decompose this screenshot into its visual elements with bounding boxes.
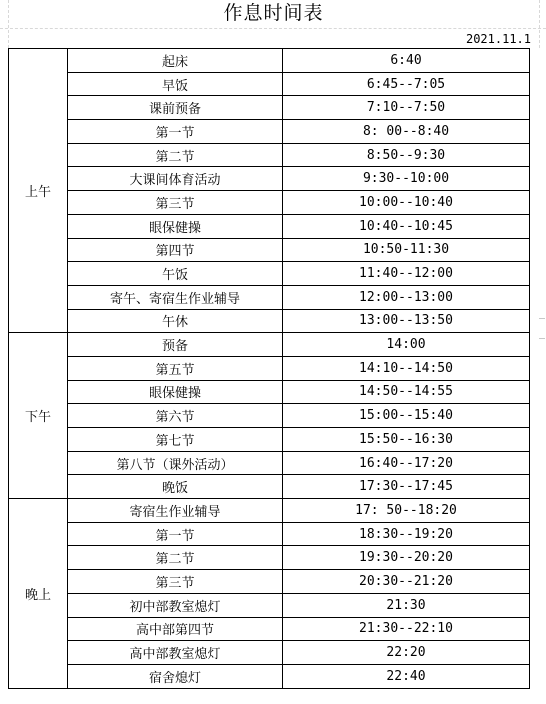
activity-cell[interactable]: 寄宿生作业辅导 (68, 499, 283, 523)
time-cell[interactable]: 14:50--14:55 (283, 380, 530, 404)
table-row (9, 238, 530, 262)
table-row (9, 499, 530, 523)
time-cell[interactable]: 10:00--10:40 (283, 191, 530, 215)
activity-cell[interactable]: 第七节 (68, 428, 283, 452)
time-cell[interactable]: 19:30--20:20 (283, 546, 530, 570)
activity-cell[interactable]: 高中部教室熄灯 (68, 641, 283, 665)
activity-cell[interactable]: 第四节 (68, 238, 283, 262)
time-cell[interactable]: 20:30--21:20 (283, 570, 530, 594)
activity-cell[interactable]: 晚饭 (68, 475, 283, 499)
table-row (9, 617, 530, 641)
time-cell[interactable]: 15:00--15:40 (283, 404, 530, 428)
activity-cell[interactable]: 眼保健操 (68, 214, 283, 238)
time-cell[interactable]: 17:30--17:45 (283, 475, 530, 499)
table-row (9, 546, 530, 570)
time-cell[interactable]: 8:50--9:30 (283, 143, 530, 167)
gridline (0, 28, 546, 29)
table-row (9, 191, 530, 215)
time-cell[interactable]: 21:30 (283, 593, 530, 617)
time-cell[interactable]: 22:20 (283, 641, 530, 665)
activity-cell[interactable]: 宿舍熄灯 (68, 664, 283, 688)
time-cell[interactable]: 9:30--10:00 (283, 167, 530, 191)
activity-cell[interactable]: 第三节 (68, 191, 283, 215)
time-cell[interactable]: 16:40--17:20 (283, 451, 530, 475)
table-row (9, 72, 530, 96)
time-cell[interactable]: 11:40--12:00 (283, 262, 530, 286)
activity-cell[interactable]: 第二节 (68, 546, 283, 570)
table-row (9, 475, 530, 499)
table-row (9, 285, 530, 309)
table-row (9, 262, 530, 286)
table-row (9, 309, 530, 333)
table-row (9, 522, 530, 546)
period-cell[interactable]: 晚上 (9, 499, 68, 689)
activity-cell[interactable]: 早饭 (68, 72, 283, 96)
activity-cell[interactable]: 第一节 (68, 522, 283, 546)
table-row (9, 380, 530, 404)
activity-cell[interactable]: 午休 (68, 309, 283, 333)
edge-marker (539, 338, 545, 339)
time-cell[interactable]: 10:50-11:30 (283, 238, 530, 262)
time-cell[interactable]: 18:30--19:20 (283, 522, 530, 546)
activity-cell[interactable]: 眼保健操 (68, 380, 283, 404)
time-cell[interactable]: 6:45--7:05 (283, 72, 530, 96)
table-row (9, 593, 530, 617)
activity-cell[interactable]: 第一节 (68, 120, 283, 144)
activity-cell[interactable]: 起床 (68, 49, 283, 73)
activity-cell[interactable]: 第五节 (68, 356, 283, 380)
activity-cell[interactable]: 高中部第四节 (68, 617, 283, 641)
activity-cell[interactable]: 第二节 (68, 143, 283, 167)
table-row (9, 49, 530, 73)
table-row (9, 120, 530, 144)
sheet-title: 作息时间表 (223, 2, 324, 24)
period-cell[interactable]: 下午 (9, 333, 68, 499)
time-cell[interactable]: 8: 00--8:40 (283, 120, 530, 144)
table-row (9, 96, 530, 120)
activity-cell[interactable]: 第六节 (68, 404, 283, 428)
table-row (9, 167, 530, 191)
period-cell[interactable]: 上午 (9, 49, 68, 333)
activity-cell[interactable]: 初中部教室熄灯 (68, 593, 283, 617)
table-row (9, 356, 530, 380)
time-cell[interactable]: 21:30--22:10 (283, 617, 530, 641)
time-cell[interactable]: 12:00--13:00 (283, 285, 530, 309)
table-row (9, 641, 530, 665)
time-cell[interactable]: 6:40 (283, 49, 530, 73)
schedule-table (8, 48, 530, 689)
table-row (9, 143, 530, 167)
activity-cell[interactable]: 课前预备 (68, 96, 283, 120)
schedule-body (9, 49, 530, 689)
activity-cell[interactable]: 第三节 (68, 570, 283, 594)
table-row (9, 664, 530, 688)
table-row (9, 404, 530, 428)
activity-cell[interactable]: 大课间体育活动 (68, 167, 283, 191)
time-cell[interactable]: 7:10--7:50 (283, 96, 530, 120)
time-cell[interactable]: 17: 50--18:20 (283, 499, 530, 523)
gridline (539, 0, 540, 48)
activity-cell[interactable]: 寄午、寄宿生作业辅导 (68, 285, 283, 309)
sheet-date: 2021.11.1 (465, 32, 531, 46)
table-row (9, 428, 530, 452)
edge-marker (539, 318, 545, 319)
time-cell[interactable]: 14:00 (283, 333, 530, 357)
table-row (9, 214, 530, 238)
activity-cell[interactable]: 预备 (68, 333, 283, 357)
table-row (9, 333, 530, 357)
activity-cell[interactable]: 第八节（课外活动） (68, 451, 283, 475)
time-cell[interactable]: 22:40 (283, 664, 530, 688)
activity-cell[interactable]: 午饭 (68, 262, 283, 286)
time-cell[interactable]: 15:50--16:30 (283, 428, 530, 452)
table-row (9, 570, 530, 594)
table-row (9, 451, 530, 475)
time-cell[interactable]: 10:40--10:45 (283, 214, 530, 238)
time-cell[interactable]: 14:10--14:50 (283, 356, 530, 380)
time-cell[interactable]: 13:00--13:50 (283, 309, 530, 333)
